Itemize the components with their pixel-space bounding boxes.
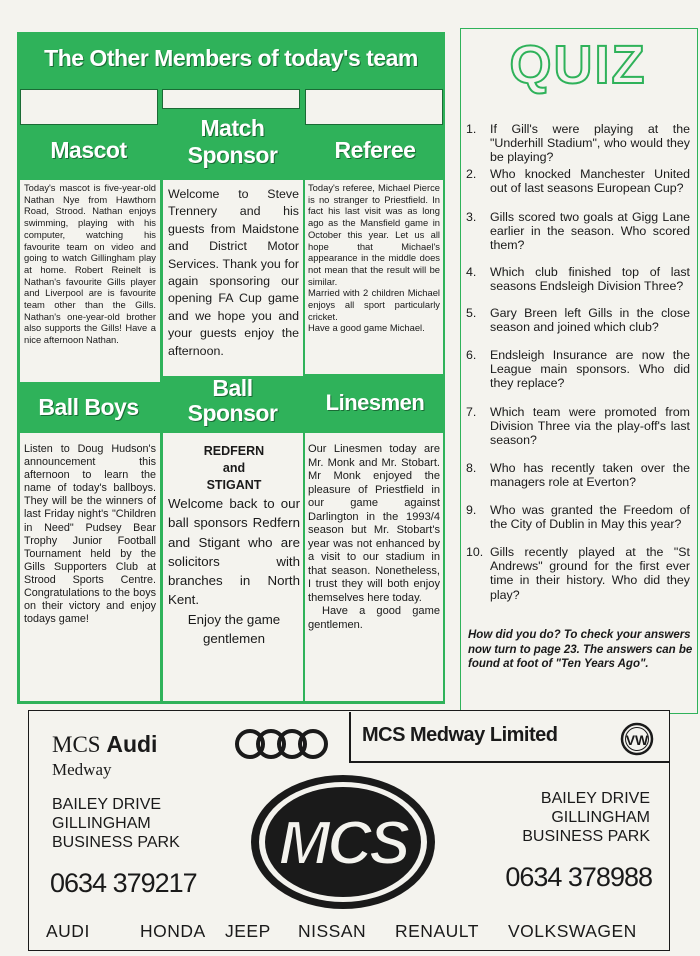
mascot-heading: Mascot <box>50 137 127 163</box>
brand-name: RENAULT <box>395 921 479 941</box>
brand-name: AUDI <box>46 921 90 941</box>
left-address <box>52 795 180 852</box>
right-address <box>480 789 650 846</box>
photo-mascot <box>20 89 158 125</box>
vw-logo-text: VW <box>625 732 649 748</box>
section-title: The Other Members of today's team <box>44 45 418 71</box>
referee-text-1: Today's referee, Michael Pierce is no stranger to Priestfield. In fact his last visit was as long ago as the Mansfield game in October this year. Let us all hope that Michael's appearance in the middle does not mean that the result will be similar. <box>308 182 440 287</box>
quiz-question-number: 5. <box>466 306 477 320</box>
ball-sponsor-text: Welcome back to our ball sponsors Redfern and Stigant who are solicitors with branches in North Kent. <box>168 496 300 608</box>
ball-sponsor-name-3: STIGANT <box>206 478 262 492</box>
referee-heading: Referee <box>334 137 416 163</box>
quiz-question-text: Gills scored two goals at Gigg Lane earlier in the season. Who scored them? <box>490 210 690 253</box>
quiz-question-number: 1. <box>466 122 477 136</box>
quiz-question-number: 2. <box>466 167 477 181</box>
quiz-question-number: 8. <box>466 461 477 475</box>
ball-sponsor-heading <box>160 376 305 426</box>
right-phone: 0634 378988 <box>505 862 652 892</box>
quiz-title: QUIZ <box>509 35 647 95</box>
linesmen-panel <box>305 433 443 701</box>
match-sponsor-heading <box>160 115 305 169</box>
brand-name: JEEP <box>225 921 271 941</box>
photo-referee <box>305 89 443 125</box>
ball-boys-heading: Ball Boys <box>38 394 139 420</box>
brand-name: NISSAN <box>298 921 367 941</box>
quiz-question-number: 3. <box>466 210 477 224</box>
ad-divider <box>349 712 351 762</box>
audi-rings-icon <box>232 727 332 761</box>
quiz-question-text: If Gill's were playing at the "Underhill Stadium", who would they be playing? <box>490 122 690 165</box>
left-phone: 0634 379217 <box>50 868 197 898</box>
brand-list <box>40 921 660 943</box>
quiz-question-number: 9. <box>466 503 477 517</box>
quiz-question-text: Endsleigh Insurance are now the League main sponsors. Who did they replace? <box>490 348 690 391</box>
match-sponsor-heading-line1: Match <box>200 115 265 141</box>
quiz-footer: How did you do? To check your answers now turn to page 23. The answers can be found at foot of "Ten Years Ago". <box>468 629 693 670</box>
mcs-audi-name-part1: MCS <box>52 732 101 757</box>
quiz-question-text: Gary Breen left Gills in the close season and joined which club? <box>490 306 690 335</box>
mascot-text: Today's mascot is five-year-old Nathan Nye from Hawthorn Road, Strood. Nathan enjoys swimming, playing with his computer, watching his favourite team on video and going to watch Gillingham play at home. Robert Reinelt is Nathan's favourite Gills player and Liverpool are is favourite team other than the Gills. Nathan's one-year-old brother also supports the Gills! Have a nice afternoon Nathan. <box>20 180 160 382</box>
quiz-question-text: Who was granted the Freedom of the City of Dublin in May this year? <box>490 503 690 532</box>
right-address-line3: BUSINESS PARK <box>522 828 650 845</box>
match-sponsor-text: Welcome to Steve Trennery and his guests from Maidstone and District Motor Services. Thank you for again sponsoring our opening FA Cup game and we hope you and your guests enjoy the afternoon. <box>163 180 303 376</box>
ball-sponsor-heading-line1: Ball <box>212 375 253 401</box>
ball-sponsor-text-2: Enjoy the game gentlemen <box>187 611 281 647</box>
ball-sponsor-name-1: REDFERN <box>203 444 265 458</box>
left-address-line3: BUSINESS PARK <box>52 834 180 851</box>
linesmen-heading: Linesmen <box>325 390 425 415</box>
referee-panel <box>305 180 443 374</box>
brand-name: HONDA <box>140 921 206 941</box>
mcs-audi-name <box>52 730 157 759</box>
quiz-question-text: Which club finished top of last seasons Endsleigh Division Three? <box>490 265 690 294</box>
right-address-line2: GILLINGHAM <box>551 809 650 826</box>
quiz-question-number: 7. <box>466 405 477 419</box>
quiz-question-text: Which team were promoted from Division Three via the play-off's last season? <box>490 405 690 448</box>
mcs-audi-name-part2: Audi <box>106 731 158 757</box>
quiz-question-number: 10. <box>466 545 484 559</box>
photo-match-sponsor <box>162 89 300 109</box>
ball-sponsor-heading-line2: Sponsor <box>187 400 278 426</box>
brand-name: VOLKSWAGEN <box>508 921 637 941</box>
vw-logo-icon <box>620 722 654 756</box>
mcs-logo-text: MCS <box>278 809 408 878</box>
referee-text-3: Have a good game Michael. <box>308 322 425 334</box>
quiz-question-number: 4. <box>466 265 477 279</box>
ball-sponsor-panel <box>163 433 303 701</box>
quiz-question-text: Gills recently played at the "St Andrews" ground for the first ever time in their history. Who did they play? <box>490 545 690 602</box>
left-address-line2: GILLINGHAM <box>52 815 151 832</box>
right-address-line1: BAILEY DRIVE <box>540 790 650 807</box>
mcs-logo-icon <box>248 772 438 912</box>
ball-boys-text: Listen to Doug Hudson's announcement this afternoon to learn the name of today's ballboys. They will be the winners of last Friday night's "Children in Need" Pudsey Bear Trophy Junior Football Tournament held by the Gills Supporters Club at Strood Sports Centre. Congratulations to the boys on their victory and enjoy todays game! <box>20 433 160 701</box>
ball-sponsor-name-2: and <box>222 461 246 475</box>
referee-text-2: Married with 2 children Michael enjoys all sport particularly cricket. <box>308 287 440 322</box>
mcs-medway-name: MCS Medway Limited <box>362 724 558 746</box>
quiz-question-number: 6. <box>466 348 477 362</box>
left-address-line1: BAILEY DRIVE <box>52 796 162 813</box>
mcs-audi-sub: Medway <box>52 760 112 779</box>
linesmen-text-2: Have a good game gentlemen. <box>308 605 440 631</box>
quiz-question-text: Who has recently taken over the managers role at Everton? <box>490 461 690 490</box>
quiz-question-text: Who knocked Manchester United out of last seasons European Cup? <box>490 167 690 196</box>
linesmen-text: Our Linesmen today are Mr. Monk and Mr. Stobart. Mr Monk enjoyed the pleasure of Priestfield in our game against Darlington in the 1993/4 season but Mr. Stobart's year was not enhanced by a visit to our stadium in that season. Nonetheless, I trust they will both enjoy themselves here today. <box>308 443 440 604</box>
ad-divider-horizontal <box>349 761 670 763</box>
match-sponsor-heading-line2: Sponsor <box>187 142 278 168</box>
